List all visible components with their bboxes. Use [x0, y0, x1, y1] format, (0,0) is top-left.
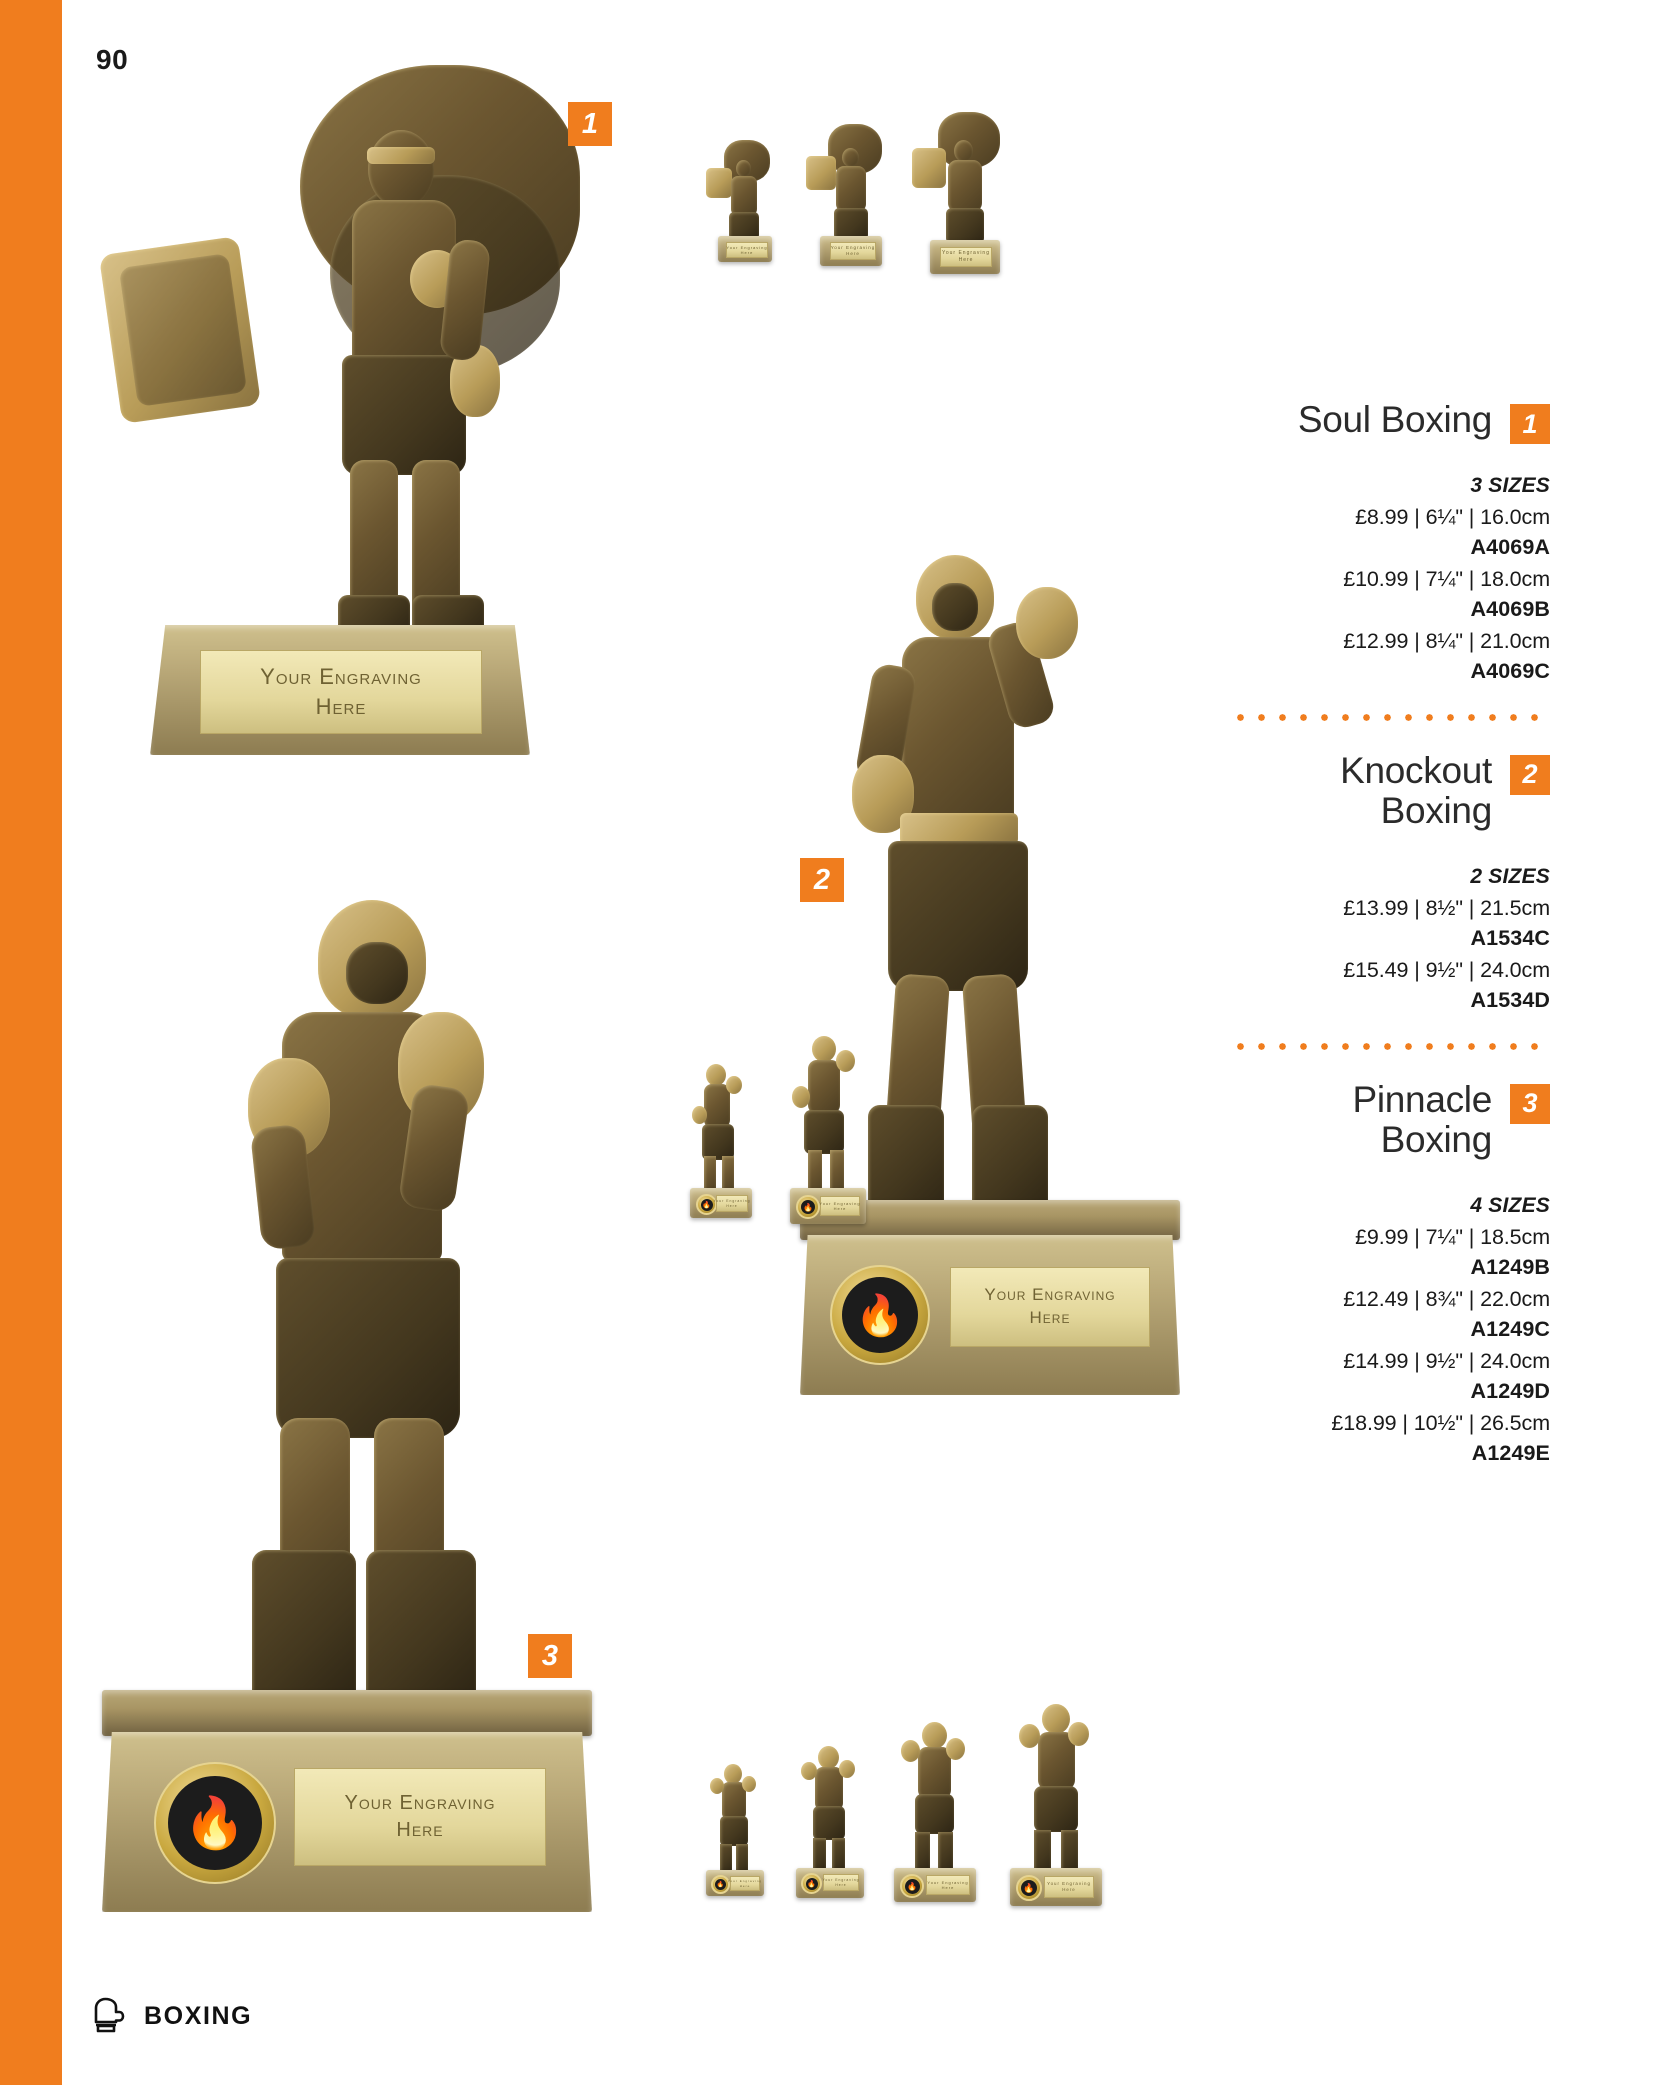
product-size-thumbnails-knockout: 🔥 Your Engraving Here 🔥 Your Engraving Here — [668, 1020, 888, 1220]
size-cm: 21.0cm — [1480, 628, 1550, 653]
size-cm: 18.5cm — [1480, 1224, 1550, 1249]
engraving-line-2: Here — [315, 694, 367, 719]
spec-badge-1: 1 — [1510, 404, 1550, 444]
variant-code: A1534D — [1470, 987, 1550, 1012]
size-cm: 26.5cm — [1480, 1410, 1550, 1435]
torch-medal-icon: 🔥 — [154, 1762, 276, 1884]
trophy3-base-top — [102, 1690, 592, 1736]
section-divider — [1230, 714, 1550, 721]
variant-price-line: £12.99 | 8¼" | 21.0cm — [1343, 628, 1550, 653]
boxer2-shorts — [888, 841, 1028, 991]
engraving-plate — [200, 650, 482, 734]
page-accent-bar — [0, 0, 62, 2085]
boxer3-face — [346, 942, 408, 1004]
variant-code: A1249B — [1470, 1254, 1550, 1279]
callout-badge-2: 2 — [800, 858, 844, 902]
page-footer — [88, 1995, 252, 2037]
product-title-line1: Knockout — [1340, 749, 1492, 791]
boxer-headband — [367, 147, 435, 164]
footer-category-label: BOXING — [144, 2001, 253, 2030]
variant-code: A4069A — [1470, 534, 1550, 559]
variant-price-line: £14.99 | 9½" | 24.0cm — [1343, 1348, 1550, 1373]
engraving-line-1: Your Engraving — [984, 1285, 1116, 1305]
size-inches: 8¾" — [1425, 1286, 1463, 1311]
variant-price-line: £10.99 | 7¼" | 18.0cm — [1343, 566, 1550, 591]
variant-code: A1534C — [1470, 925, 1550, 950]
price: £12.49 — [1343, 1286, 1409, 1311]
torch-medal-icon: 🔥 — [830, 1265, 930, 1365]
spec-badge-3: 3 — [1510, 1084, 1550, 1124]
engraving-line-2: Here — [1029, 1308, 1071, 1327]
glove-cuff-shadow — [119, 253, 247, 407]
variant-code: A1249E — [1471, 1440, 1550, 1465]
variant-code: A1249C — [1470, 1316, 1550, 1341]
product-title: Soul Boxing — [1297, 399, 1492, 440]
price: £18.99 — [1331, 1410, 1397, 1435]
size-inches: 7¼" — [1425, 566, 1463, 591]
boxer-shorts — [342, 355, 466, 475]
engraving-line-1: Your Engraving — [344, 1792, 496, 1814]
variant-price-line: £12.49 | 8¾" | 22.0cm — [1343, 1286, 1550, 1311]
size-inches: 9½" — [1425, 957, 1463, 982]
boxer-head — [368, 130, 434, 208]
product-image-soul-boxing — [120, 55, 600, 875]
product-size-thumbnails-soul: Your Engraving Here Your Engraving Here Your Engraving Here — [690, 110, 1010, 280]
spec-soul-boxing — [1230, 400, 1550, 684]
variant-price-line: £18.99 | 10½" | 26.5cm — [1331, 1410, 1550, 1435]
size-cm: 24.0cm — [1480, 1348, 1550, 1373]
size-cm: 22.0cm — [1480, 1286, 1550, 1311]
price: £15.49 — [1343, 957, 1409, 982]
product-spec-column — [1230, 400, 1550, 1466]
callout-badge-3: 3 — [528, 1634, 572, 1678]
spec-pinnacle-boxing — [1230, 1080, 1550, 1466]
size-inches: 9½" — [1425, 1348, 1463, 1373]
size-inches: 10½" — [1413, 1410, 1463, 1435]
size-inches: 8¼" — [1425, 628, 1463, 653]
variant-price-line: £9.99 | 7¼" | 18.5cm — [1355, 1224, 1550, 1249]
price: £8.99 — [1355, 504, 1409, 529]
variant-code: A1249D — [1470, 1378, 1550, 1403]
variant-price-line: £15.49 | 9½" | 24.0cm — [1343, 957, 1550, 982]
variant-code: A4069C — [1470, 658, 1550, 683]
spec-knockout-boxing — [1230, 751, 1550, 1013]
size-inches: 6¼" — [1425, 504, 1463, 529]
size-cm: 18.0cm — [1480, 566, 1550, 591]
boxer3-boot-right — [366, 1550, 476, 1702]
size-cm: 16.0cm — [1480, 504, 1550, 529]
product-size-thumbnails-pinnacle: 🔥 Your Engraving Here 🔥 Your Engraving Here 🔥 Your Engraving Here 🔥 Your Engraving Here — [690, 1700, 1070, 1900]
price: £14.99 — [1343, 1348, 1409, 1373]
variant-price-line: £8.99 | 6¼" | 16.0cm — [1355, 504, 1550, 529]
product-title-line2: Boxing — [1380, 1118, 1492, 1160]
engraving-line-1: Your Engraving — [260, 664, 422, 690]
section-divider — [1230, 1043, 1550, 1050]
product-image-pinnacle-boxing — [130, 890, 600, 1910]
boxer2-glove-raised — [1016, 587, 1078, 659]
price: £10.99 — [1343, 566, 1409, 591]
engraving-line-2: Here — [396, 1819, 444, 1841]
price: £12.99 — [1343, 628, 1409, 653]
size-inches: 7¼" — [1425, 1224, 1463, 1249]
engraving-plate — [294, 1768, 546, 1866]
product-title-line1: Pinnacle — [1352, 1078, 1492, 1120]
size-cm: 21.5cm — [1480, 895, 1550, 920]
size-cm: 24.0cm — [1480, 957, 1550, 982]
sizes-label: 2 SIZES — [1470, 864, 1550, 888]
boxer3-shorts — [276, 1258, 460, 1438]
boxer3-boot-left — [252, 1550, 356, 1702]
page-number: 90 — [96, 44, 129, 75]
sizes-label: 3 SIZES — [1470, 473, 1550, 497]
price: £9.99 — [1355, 1224, 1409, 1249]
engraving-plate — [950, 1267, 1150, 1347]
size-inches: 8½" — [1425, 895, 1463, 920]
boxer2-face — [932, 583, 978, 631]
boxer2-boot-right — [972, 1105, 1048, 1215]
sizes-label: 4 SIZES — [1470, 1193, 1550, 1217]
callout-badge-1: 1 — [568, 102, 612, 146]
variant-price-line: £13.99 | 8½" | 21.5cm — [1343, 895, 1550, 920]
product-title-line2: Boxing — [1380, 789, 1492, 831]
spec-badge-2: 2 — [1510, 755, 1550, 795]
variant-code: A4069B — [1470, 596, 1550, 621]
price: £13.99 — [1343, 895, 1409, 920]
boxing-glove-icon — [88, 1995, 130, 2037]
